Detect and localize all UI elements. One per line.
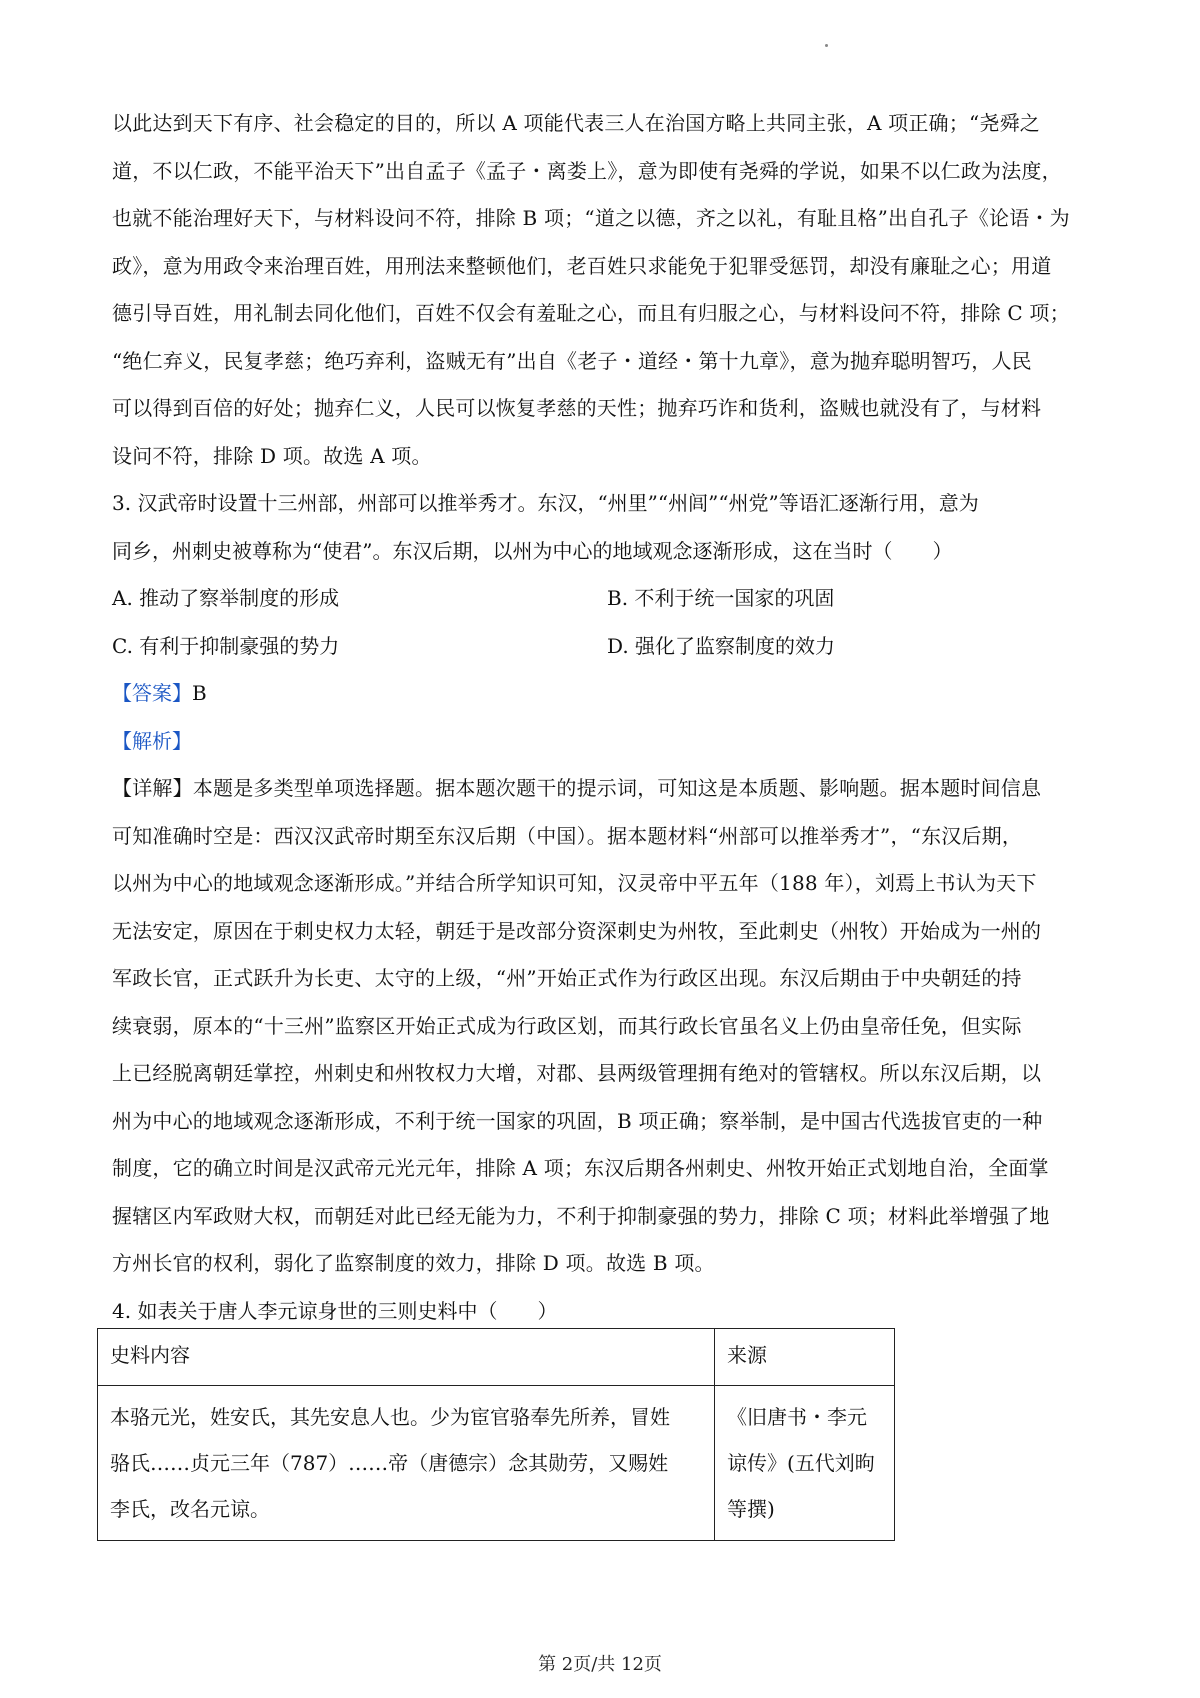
text-line: 4. 如表关于唐人李元谅身世的三则史料中（ ） xyxy=(112,1298,558,1323)
answer-value: B xyxy=(192,681,207,705)
q2-analysis-continuation xyxy=(112,100,1102,480)
detail-paragraph xyxy=(112,765,1102,1288)
text-line: 德引导百姓，用礼制去同化他们，百姓不仅会有羞耻之心，而且有归服之心，与材料设问不符，排除 C 项； xyxy=(112,301,1070,325)
text-line: 3. 汉武帝时设置十三州部，州部可以推举秀才。东汉，“州里”“州闾”“州党”等语汇逐渐行用，意为 xyxy=(112,491,979,515)
cell-line: 谅传》(五代刘昫 xyxy=(727,1451,875,1475)
answer-line xyxy=(112,670,1102,718)
text-line xyxy=(112,765,1102,813)
text-line: 州为中心的地域观念逐渐形成，不利于统一国家的巩固，B 项正确；察举制，是中国古代选拔官吏的一种 xyxy=(112,1108,1043,1133)
text-line: 续衰弱，原本的“十三州”监察区开始正式成为行政区划，而其行政长官虽名义上仍由皇帝任免，但实际 xyxy=(112,1013,1022,1038)
text-line: “绝仁弃义，民复孝慈；绝巧弃利，盗贼无有”出自《老子・道经・第十九章》，意为抛弃聪明智巧，人民 xyxy=(112,348,1032,373)
text-line: 无法安定，原因在于刺史权力太轻，朝廷于是改部分资深刺史为州牧，至此刺史（州牧）开始成为一州的 xyxy=(112,918,1042,943)
analysis-line xyxy=(112,718,1102,766)
text-line: 握辖区内军政财大权，而朝廷对此已经无能为力，不利于抑制豪强的势力，排除 C 项；材料此举增强了地 xyxy=(112,1203,1050,1228)
cell-source xyxy=(715,1386,895,1541)
text-line: 可以得到百倍的好处；抛弃仁义，人民可以恢复孝慈的天性；抛弃巧诈和货利，盗贼也就没有了，与材料 xyxy=(112,396,1042,420)
text-line: 也就不能治理好天下，与材料设问不符，排除 B 项；“道之以德，齐之以礼，有耻且格”出自孔子《论语・为 xyxy=(112,206,1070,230)
header-source: 来源 xyxy=(715,1329,895,1386)
option-b: B. 不利于统一国家的巩固 xyxy=(607,586,835,610)
cell-line: 本骆元光，姓安氏，其先安息人也。少为宦官骆奉先所养，冒姓 xyxy=(110,1405,670,1429)
table-header-row xyxy=(98,1329,895,1386)
text-line: 上已经脱离朝廷掌控，州刺史和州牧权力大增，对郡、县两级管理拥有绝对的管辖权。所以东汉后期，以 xyxy=(112,1061,1042,1085)
text-line: 以州为中心的地域观念逐渐形成。”并结合所学知识可知，汉灵帝中平五年（188 年），刘焉上书认为天下 xyxy=(112,871,1037,895)
option-a: A. 推动了察举制度的形成 xyxy=(112,586,340,610)
cell-line: 骆氏……贞元三年（787）……帝（唐德宗）念其勋劳，又赐姓 xyxy=(110,1451,669,1475)
source-table xyxy=(97,1328,895,1541)
option-c: C. 有利于抑制豪强的势力 xyxy=(112,633,340,658)
detail-label: 【详解】 xyxy=(112,776,193,800)
header-content: 史料内容 xyxy=(98,1329,715,1386)
text-line: 政》，意为用政令来治理百姓，用刑法来整顿他们，老百姓只求能免于犯罪受惩罚，却没有廉耻之心；用道 xyxy=(112,253,1052,278)
text-line: 设问不符，排除 D 项。故选 A 项。 xyxy=(112,443,432,468)
table-row xyxy=(98,1386,895,1541)
analysis-label: 【解析】 xyxy=(112,728,192,753)
text-line: 方州长官的权利，弱化了监察制度的效力，排除 D 项。故选 B 项。 xyxy=(112,1251,715,1275)
text-line: 道，不以仁政，不能平治天下”出自孟子《孟子・离娄上》，意为即使有尧舜的学说，如果不以仁政为法度， xyxy=(112,158,1062,183)
page-content xyxy=(112,100,1102,1335)
detail-text: 本题是多类型单项选择题。据本题次题干的提示词，可知这是本质题、影响题。据本题时间信息 xyxy=(192,776,1042,800)
cell-content xyxy=(98,1386,715,1541)
cell-line: 《旧唐书・李元 xyxy=(727,1405,867,1429)
answer-label: 【答案】 xyxy=(112,681,192,705)
option-d: D. 强化了监察制度的效力 xyxy=(607,633,836,658)
text-line: 以此达到天下有序、社会稳定的目的，所以 A 项能代表三人在治国方略上共同主张，A 项正确；“尧舜之 xyxy=(112,111,1040,135)
text-line: 制度，它的确立时间是汉武帝元光元年，排除 A 项；东汉后期各州刺史、州牧开始正式划地自治，全面掌 xyxy=(112,1156,1049,1180)
question-3-options xyxy=(112,575,1102,670)
question-3-stem xyxy=(112,480,1102,575)
cell-line: 等撰) xyxy=(727,1497,775,1521)
text-line: 同乡，州刺史被尊称为“使君”。东汉后期，以州为中心的地域观念逐渐形成，这在当时（ ） xyxy=(112,538,953,563)
page-footer: 第 2页/共 12页 xyxy=(538,1654,662,1675)
cell-line: 李氏，改名元谅。 xyxy=(110,1497,270,1521)
text-line: 军政长官，正式跃升为长吏、太守的上级，“州”开始正式作为行政区出现。东汉后期由于中央朝廷的持 xyxy=(112,966,1022,990)
text-line: 可知准确时空是：西汉汉武帝时期至东汉后期（中国）。据本题材料“州部可以推举秀才”，“东汉后期， xyxy=(112,823,1023,848)
scan-dot xyxy=(825,44,828,47)
